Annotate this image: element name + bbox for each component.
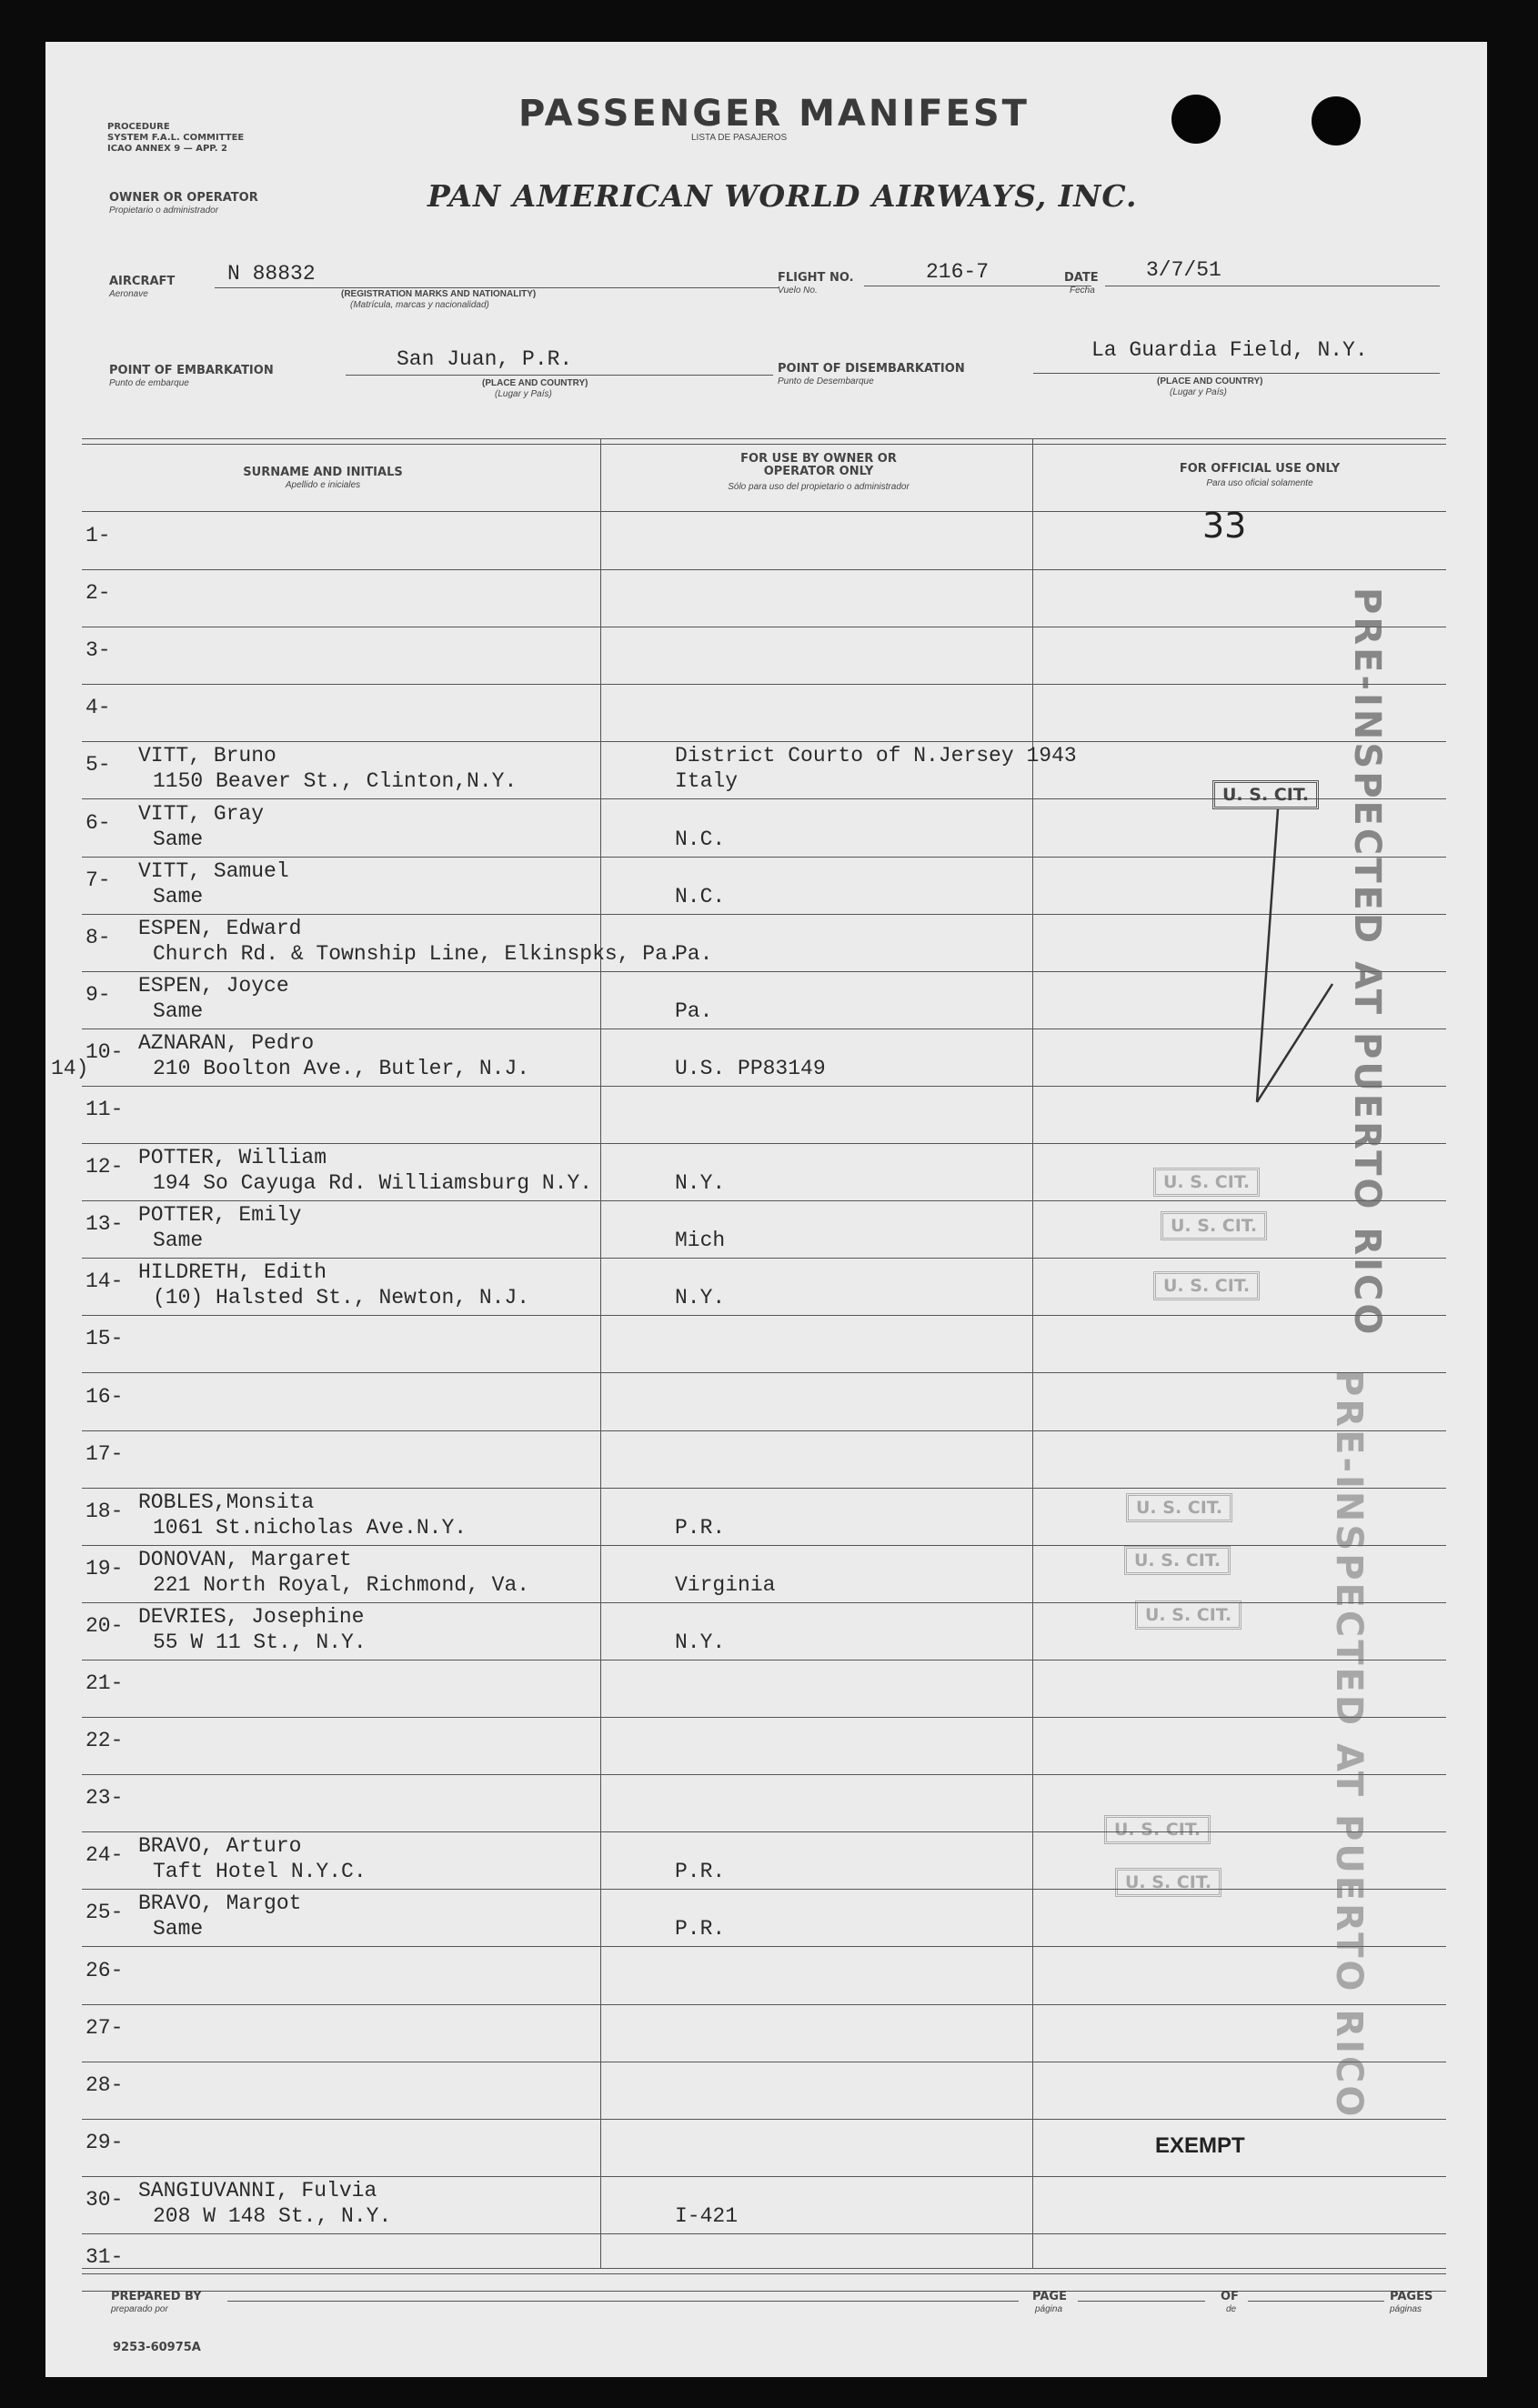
- row-rule: [82, 1488, 1446, 1489]
- us-citizen-stamp: U. S. CIT.: [1104, 1815, 1211, 1844]
- passenger-name: VITT, Bruno: [138, 744, 276, 768]
- row-number: 12-: [85, 1155, 124, 1179]
- flight-label-es: Vuelo No.: [778, 286, 818, 296]
- table-row: [45, 1203, 1487, 1260]
- passenger-name: ESPEN, Edward: [138, 916, 302, 940]
- row-rule: [82, 2291, 1446, 2292]
- row-rule: [82, 2176, 1446, 2177]
- passenger-address: 1150 Beaver St., Clinton,N.Y.: [153, 769, 518, 794]
- aircraft-label: AIRCRAFT: [109, 275, 176, 288]
- passenger-name: ROBLES,Monsita: [138, 1490, 315, 1514]
- passenger-address: Same: [153, 998, 204, 1023]
- place-note-es: (Lugar y País): [495, 389, 552, 399]
- row-number: 22-: [85, 1729, 124, 1753]
- pages-label: PAGES: [1390, 2290, 1433, 2303]
- embarkation-label: POINT OF EMBARKATION: [109, 364, 274, 377]
- owner-use-entry: Pa.: [675, 998, 713, 1023]
- row-number: 29-: [85, 2130, 124, 2154]
- table-row: [45, 572, 1487, 629]
- row-number: 8-: [85, 925, 111, 949]
- manifest-sheet: [45, 42, 1487, 2377]
- owner-label: OWNER OR OPERATOR: [109, 191, 258, 205]
- owner-use-entry: Pa.: [675, 941, 713, 966]
- row-number: 13-: [85, 1212, 124, 1237]
- passenger-name: POTTER, William: [138, 1146, 327, 1170]
- table-row: [45, 1950, 1487, 2007]
- passenger-name: VITT, Samuel: [138, 858, 289, 883]
- owner-use-entry: P.R.: [675, 1515, 726, 1540]
- table-row: [45, 1662, 1487, 1720]
- passenger-address: Same: [153, 884, 204, 908]
- owner-use-entry: N.Y.: [675, 1171, 726, 1196]
- row-number: 2-: [85, 581, 111, 606]
- table-row: [45, 2064, 1487, 2122]
- table-row: [45, 1834, 1487, 1891]
- row-number: 31-: [85, 2245, 124, 2269]
- column-header-official-use-es: Para uso oficial solamente: [1206, 478, 1313, 488]
- row-number: 14-: [85, 1269, 124, 1294]
- aircraft-note: (REGISTRATION MARKS AND NATIONALITY): [341, 289, 537, 299]
- passenger-address: Same: [153, 1229, 204, 1253]
- table-row: [45, 1891, 1487, 1949]
- us-citizen-stamp: U. S. CIT.: [1212, 780, 1319, 809]
- form-number: 9253-60975A: [113, 2341, 201, 2354]
- row-rule: [82, 1831, 1446, 1832]
- us-citizen-stamp: U. S. CIT.: [1135, 1600, 1241, 1630]
- passenger-address: 210 Boolton Ave., Butler, N.J.: [153, 1056, 530, 1080]
- passenger-address: Church Rd. & Township Line, Elkinspks, Pa.: [153, 941, 680, 966]
- row-number: 5-: [85, 753, 111, 778]
- row-rule: [82, 741, 1446, 742]
- owner-use-entry: Italy: [675, 769, 739, 794]
- row-rule: [82, 1372, 1446, 1373]
- form-ref-line: ICAO ANNEX 9 — APP. 2: [107, 144, 228, 154]
- aircraft-note-es: (Matrícula, marcas y nacionalidad): [350, 300, 489, 310]
- owner-use-note: District Courto of N.Jersey 1943: [675, 744, 1077, 768]
- row-number: 25-: [85, 1901, 124, 1925]
- column-header-owner-use: FOR USE BY OWNER OR OPERATOR ONLY: [740, 452, 897, 478]
- punch-hole: [1171, 95, 1221, 144]
- row-number: 16-: [85, 1384, 124, 1409]
- row-rule: [82, 569, 1446, 570]
- place-note: (PLACE AND COUNTRY): [1157, 376, 1263, 386]
- table-row: [45, 1720, 1487, 1777]
- row-number: 15-: [85, 1327, 124, 1351]
- row-number: 17-: [85, 1441, 124, 1466]
- row-number: 28-: [85, 2072, 124, 2097]
- passenger-name: SANGIUVANNI, Fulvia: [138, 2178, 377, 2202]
- us-citizen-stamp: U. S. CIT.: [1124, 1546, 1231, 1575]
- table-row: [45, 1548, 1487, 1605]
- row-number: 19-: [85, 1556, 124, 1580]
- row-rule: [82, 1660, 1446, 1661]
- table-row: [45, 1605, 1487, 1662]
- row-rule: [82, 1258, 1446, 1259]
- passenger-name: DONOVAN, Margaret: [138, 1547, 352, 1571]
- row-number: 26-: [85, 1958, 124, 1982]
- row-rule: [82, 1545, 1446, 1546]
- row-number: 24-: [85, 1843, 124, 1868]
- disembarkation-label: POINT OF DISEMBARKATION: [778, 362, 965, 376]
- table-row: [45, 2236, 1487, 2293]
- aircraft-label-es: Aeronave: [109, 289, 148, 299]
- of-label-es: de: [1226, 2304, 1237, 2314]
- passenger-address: Same: [153, 1917, 204, 1941]
- owner-use-entry: U.S. PP83149: [675, 1056, 826, 1080]
- row-rule: [82, 2233, 1446, 2234]
- date-label-es: Fecha: [1070, 286, 1095, 296]
- passenger-address: Taft Hotel N.Y.C.: [153, 1860, 367, 1884]
- us-citizen-stamp: U. S. CIT.: [1153, 1168, 1260, 1197]
- disembarkation-value: La Guardia Field, N.Y.: [1091, 338, 1368, 362]
- form-ref-line: PROCEDURE: [107, 122, 170, 132]
- column-header-surname-es: Apellido e iniciales: [285, 480, 361, 490]
- row-number: 4-: [85, 696, 111, 720]
- row-number: 18-: [85, 1499, 124, 1523]
- owner-use-entry: N.Y.: [675, 1286, 726, 1310]
- passenger-name: POTTER, Emily: [138, 1203, 302, 1228]
- passenger-name: AZNARAN, Pedro: [138, 1030, 315, 1055]
- table-row: [45, 2007, 1487, 2064]
- table-row: [45, 2122, 1487, 2179]
- passenger-name: ESPEN, Joyce: [138, 973, 289, 998]
- passenger-name: BRAVO, Margot: [138, 1891, 302, 1916]
- embarkation-value: San Juan, P.R.: [397, 347, 573, 371]
- table-row: [45, 1146, 1487, 1203]
- row-rule: [82, 1200, 1446, 1201]
- table-row: [45, 515, 1487, 572]
- us-citizen-stamp: U. S. CIT.: [1115, 1868, 1221, 1897]
- owner-use-entry: N.Y.: [675, 1630, 726, 1654]
- table-row: [45, 1260, 1487, 1318]
- row-number: 7-: [85, 868, 111, 892]
- row-number: 10-: [85, 1039, 124, 1064]
- passenger-address: 194 So Cayuga Rd. Williamsburg N.Y.: [153, 1171, 593, 1196]
- prepared-by-label-es: preparado por: [111, 2304, 168, 2314]
- prepared-by-line: [227, 2301, 1019, 2302]
- column-header-official-use: FOR OFFICIAL USE ONLY: [1179, 462, 1341, 476]
- row-number: 27-: [85, 2015, 124, 2040]
- us-citizen-stamp: U. S. CIT.: [1161, 1211, 1267, 1240]
- form-reference: [107, 122, 244, 155]
- row-number: 3-: [85, 638, 111, 663]
- preinspection-stamp: PRE-INSPECTED AT PUERTO RICO: [1328, 1370, 1370, 2120]
- row-rule: [82, 684, 1446, 685]
- prepared-by-label: PREPARED BY: [111, 2290, 202, 2303]
- table-row: [45, 2179, 1487, 2236]
- owner-use-entry: N.C.: [675, 884, 726, 908]
- exempt-mark: EXEMPT: [1155, 2133, 1245, 2158]
- row-rule: [82, 1315, 1446, 1316]
- date-value: 3/7/51: [1146, 258, 1221, 282]
- row-number: 11-: [85, 1098, 124, 1121]
- row-number: 1-: [85, 524, 111, 547]
- row-rule: [82, 1717, 1446, 1718]
- passenger-name: VITT, Gray: [138, 801, 265, 826]
- passenger-count: 33: [1202, 506, 1247, 546]
- column-header-owner-use-es: Sólo para uso del propietario o administrador: [728, 482, 910, 492]
- aircraft-value: N 88832: [227, 262, 316, 286]
- table-row: [45, 1376, 1487, 1433]
- page-label-es: página: [1035, 2304, 1063, 2314]
- preinspection-stamp: PRE-INSPECTED AT PUERTO RICO: [1346, 587, 1388, 1338]
- passenger-address: (10) Halsted St., Newton, N.J.: [153, 1286, 530, 1310]
- table-row: [45, 1433, 1487, 1490]
- row-rule: [82, 2119, 1446, 2120]
- us-citizen-stamp: U. S. CIT.: [1153, 1271, 1260, 1300]
- page-title-es: LISTA DE PASAJEROS: [691, 133, 788, 143]
- passenger-address: 208 W 148 St., N.Y.: [153, 2203, 392, 2228]
- owner-label-es: Propietario o administrador: [109, 206, 219, 216]
- row-number: 9-: [85, 982, 111, 1007]
- owner-use-entry: Virginia: [675, 1572, 776, 1597]
- row-number: 6-: [85, 810, 111, 835]
- page-title: PASSENGER MANIFEST: [518, 93, 1030, 135]
- table-row: [45, 1318, 1487, 1375]
- row-rule: [82, 1889, 1446, 1890]
- row-rule: [82, 1430, 1446, 1431]
- row-rule: [82, 1774, 1446, 1775]
- passenger-address: 221 North Royal, Richmond, Va.: [153, 1572, 530, 1597]
- of-label: OF: [1221, 2290, 1239, 2303]
- table-row: [45, 629, 1487, 687]
- place-note: (PLACE AND COUNTRY): [482, 378, 588, 388]
- row-rule: [82, 1143, 1446, 1144]
- pages-label-es: páginas: [1390, 2304, 1422, 2314]
- passenger-name: HILDRETH, Edith: [138, 1260, 327, 1285]
- flight-value: 216-7: [926, 260, 990, 284]
- passenger-address: Same: [153, 827, 204, 851]
- row-number: 20-: [85, 1613, 124, 1638]
- check-arrow-mark: [1237, 802, 1364, 1129]
- row-number: 23-: [85, 1786, 124, 1811]
- table-row: [45, 1490, 1487, 1548]
- table-row: [45, 1777, 1487, 1834]
- passenger-name: BRAVO, Arturo: [138, 1834, 302, 1859]
- table-row: [45, 687, 1487, 744]
- us-citizen-stamp: U. S. CIT.: [1126, 1493, 1232, 1522]
- row-rule: [82, 2004, 1446, 2005]
- owner-use-entry: P.R.: [675, 1860, 726, 1884]
- margin-note: 14): [51, 1057, 89, 1080]
- owner-use-entry: P.R.: [675, 1917, 726, 1941]
- operator-name: PAN AMERICAN WORLD AIRWAYS, INC.: [427, 178, 1138, 214]
- passenger-address: 1061 St.nicholas Ave.N.Y.: [153, 1515, 467, 1540]
- date-label: DATE: [1064, 271, 1099, 285]
- row-rule: [82, 1946, 1446, 1947]
- form-ref-line: SYSTEM F.A.L. COMMITTEE: [107, 133, 245, 143]
- owner-use-entry: I-421: [675, 2203, 739, 2228]
- owner-use-entry: N.C.: [675, 827, 726, 851]
- embarkation-label-es: Punto de embarque: [109, 378, 189, 388]
- owner-use-entry: Mich: [675, 1229, 726, 1253]
- place-note-es: (Lugar y País): [1170, 387, 1227, 397]
- passenger-address: 55 W 11 St., N.Y.: [153, 1630, 367, 1654]
- punch-hole: [1312, 96, 1361, 145]
- row-number: 21-: [85, 1671, 124, 1695]
- page-label: PAGE: [1032, 2290, 1067, 2303]
- passenger-name: DEVRIES, Josephine: [138, 1604, 365, 1629]
- column-header-surname: SURNAME AND INITIALS: [243, 466, 403, 479]
- flight-label: FLIGHT NO.: [778, 271, 854, 285]
- row-number: 30-: [85, 2187, 124, 2212]
- disembarkation-label-es: Punto de Desembarque: [778, 376, 874, 386]
